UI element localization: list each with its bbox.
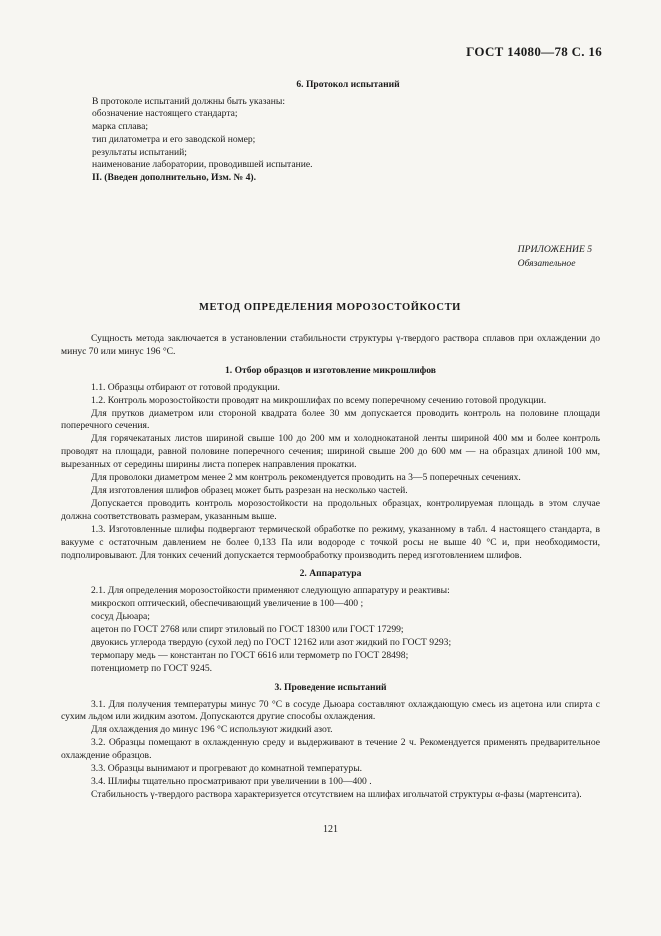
section2-heading: 2. Аппаратура [299, 568, 362, 580]
paragraph: Для горячекатаных листов шириной свыше 100 до 200 мм и холоднокатаной ленты шириной 400 мм и более контроль проводят на площади, равной половине поперечного сечения; шириной свыше 200 до 600 мм — на образцах длиной 100 мм, вырезанных от середины ширины листа поперек направления прокатки. [61, 433, 600, 471]
protocol-line: наименование лаборатории, проводившей испытание. [92, 159, 313, 171]
paragraph: 3.3. Образцы вынимают и прогревают до комнатной температуры. [91, 763, 363, 775]
appendix-label: ПРИЛОЖЕНИЕ 5 [517, 244, 592, 255]
paragraph: Для проволоки диаметром менее 2 мм контроль рекомендуется проводить на 3—5 поперечных сечениях. [91, 472, 521, 484]
list-item: термопару медь — константан по ГОСТ 6616 или термометр по ГОСТ 28498; [91, 649, 409, 661]
list-item: микроскоп оптический, обеспечивающий увеличение в 100—400 ; [91, 598, 364, 610]
list-item: сосуд Дьюара; [91, 611, 150, 623]
intro-paragraph: Сущность метода заключается в установлении стабильности структуры γ-твердого раствора сплавов при охлаждении до минус 70 или минус 196 °С. [61, 333, 600, 357]
paragraph: Для охлаждения до минус 196 °С используют жидкий азот. [91, 724, 333, 736]
page-header: ГОСТ 14080—78 С. 16 [466, 44, 602, 59]
paragraph: Для прутков диаметром или стороной квадрата более 30 мм допускается проводить контроль на половине площади поперечного сечения. [61, 407, 600, 432]
protocol-line: В протоколе испытаний должны быть указаны: [92, 95, 285, 107]
section1-heading: 1. Отбор образцов и изготовление микрошлифов [225, 364, 436, 376]
method-body [61, 333, 600, 802]
paragraph: 2.1. Для определения морозостойкости применяют следующую аппаратуру и реактивы: [91, 585, 450, 597]
paragraph: 3.1. Для получения температуры минус 70 °С в сосуде Дьюара составляют охлаждающую смесь из ацетона или спирта с сухим льдом или жидким азотом. Допускаются другие способы охлаждения. [61, 698, 600, 723]
appendix-label-block [518, 243, 592, 270]
protocol-line: тип дилатометра и его заводской номер; [92, 133, 256, 145]
page-number: 121 [323, 824, 338, 835]
amendment-note: II. (Введен дополнительно, Изм. № 4). [92, 171, 256, 183]
list-item: ацетон по ГОСТ 2768 или спирт этиловый по ГОСТ 18300 или ГОСТ 17299; [91, 624, 404, 636]
protocol-line: обозначение настоящего стандарта; [92, 108, 238, 120]
protocol-heading: 6. Протокол испытаний [296, 79, 400, 90]
paragraph: 3.4. Шлифы тщательно просматривают при увеличении в 100—400 . [91, 776, 372, 787]
section3-heading: 3. Проведение испытаний [274, 681, 387, 693]
paragraph: 1.2. Контроль морозостойкости проводят на микрошлифах по всему поперечному сечению готовой продукции. [91, 394, 547, 406]
list-item: двуокись углерода твердую (сухой лед) по ГОСТ 12162 или азот жидкий по ГОСТ 9293; [91, 636, 452, 648]
paragraph: 1.1. Образцы отбирают от готовой продукции. [91, 381, 280, 393]
protocol-section [92, 79, 604, 185]
paragraph: Стабильность γ-твердого раствора характеризуется отсутствием на шлифах игольчатой структуры α-фазы (мартенсита). [91, 788, 582, 800]
paragraph: Для изготовления шлифов образец может быть разрезан на несколько частей. [91, 484, 408, 496]
paragraph: 3.2. Образцы помещают в охлажденную среду и выдерживают в течение 2 ч. Рекомендуется применять предварительное охлаждение образцов. [61, 737, 600, 762]
list-item: потенциометр по ГОСТ 9245. [91, 662, 213, 674]
protocol-line: марка сплава; [92, 121, 148, 133]
paragraph: Допускается проводить контроль морозостойкости на продольных образцах, контролируемая площадь в этом случае должна соответствовать размерам, указанным выше. [61, 497, 600, 522]
paragraph: 1.3. Изготовленные шлифы подвергают термической обработке по режиму, указанному в табл. 4 настоящего стандарта, в вакууме с остаточным давлением не более 0,133 Па или водороде с точкой росы не выше 40 °С и, при необходимости, подполировывают. Для тонких сечений допускается термообработку производить перед изготовлением шлифов. [61, 523, 600, 561]
protocol-line: результаты испытаний; [92, 146, 187, 158]
method-title: МЕТОД ОПРЕДЕЛЕНИЯ МОРОЗОСТОЙКОСТИ [199, 302, 461, 313]
appendix-status: Обязательное [517, 257, 576, 269]
